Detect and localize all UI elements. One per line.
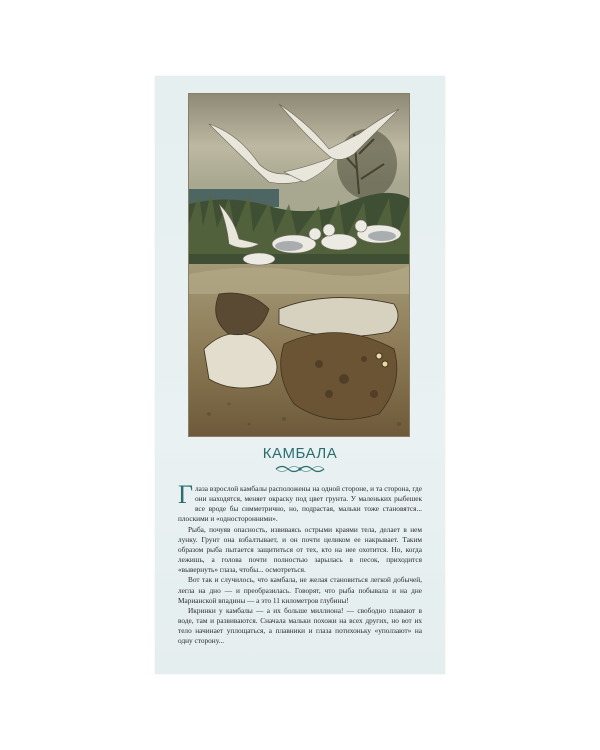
article-title: КАМБАЛА: [262, 445, 338, 462]
book-page: [155, 76, 445, 674]
article-body: [178, 480, 422, 647]
paragraph-4: Икринки у камбалы — а их больше миллиона! — свободно плавают в воде, там и развиваются. Сначала мальки похожи на всех других, но вот их тело начинает уплощаться, а плавники и глаза потихоньку «уползают» на одну сторону...: [178, 605, 422, 646]
illustration-art: [189, 94, 409, 436]
ornament-divider-icon: [274, 464, 326, 474]
paragraph-2: Рыба, почуяв опасность, извиваясь острыми краями тела, делает в нем лунку. Грунт она взбалтывает, и он почти целиком ее накрывает. Таким образом рыба пытается защититься от тех, кто на нее охотится. Но, когда лежишь, а голова почти полностью зарылась в песок, приходится «вывернуть» глаза, чтобы... осмотреться.: [178, 524, 422, 575]
drop-cap: Г: [178, 480, 194, 509]
paragraph-1: [178, 480, 422, 525]
flounder-illustration: [188, 93, 410, 437]
paragraph-1-text: лаза взрослой камбалы расположены на одной стороне, и та сторона, где они находятся, меняет окраску под цвет грунта. У маленьких рыбешек все вроде бы симметрично, но, подрастая, мальки тоже становятся... плоскими и «односторонними».: [178, 484, 422, 524]
paragraph-3: Вот так и случилось, что камбала, не желая становиться легкой добычей, легла на дно — и преобразилась. Говорят, что рыба побывала и на дне Марианской впадины — а это 11 километров глубины!: [178, 575, 422, 605]
